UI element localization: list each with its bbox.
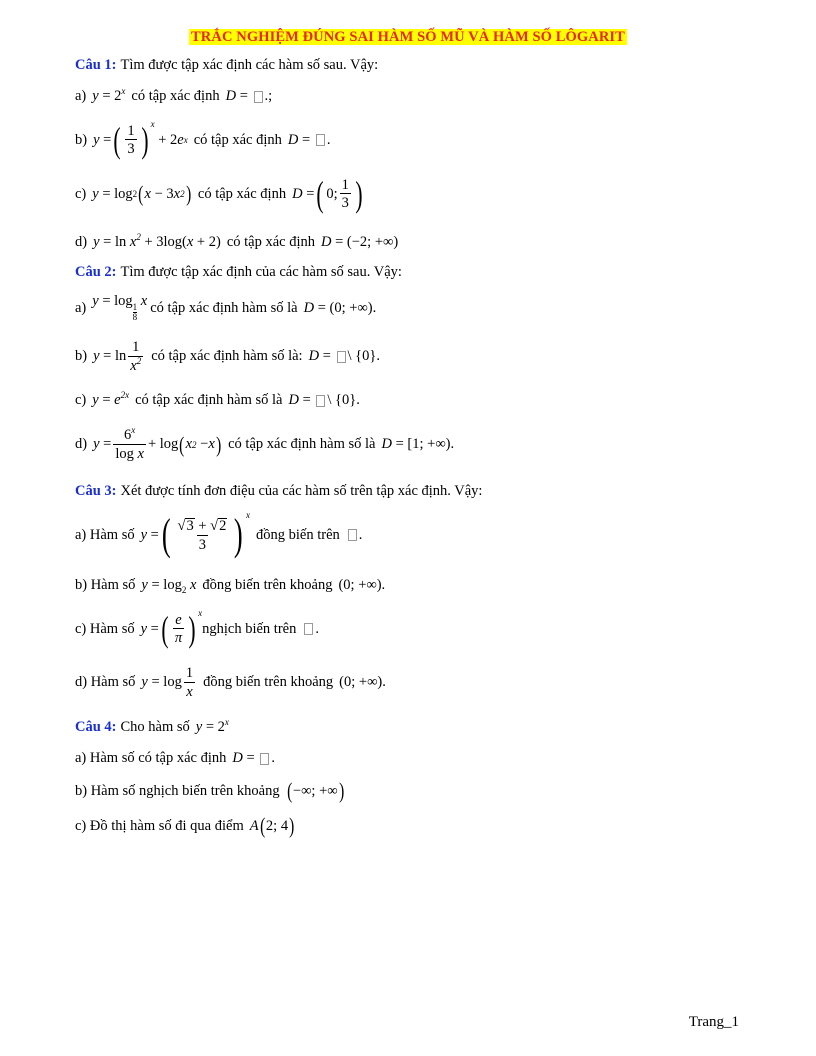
q3-d-text: đồng biến trên khoảng [203, 674, 334, 691]
q2-b-prefix: b) [75, 348, 88, 365]
q4-heading [75, 717, 229, 735]
q1-b [75, 119, 331, 160]
q1-b-domain: D = . [287, 131, 331, 148]
q4-b-text: b) Hàm số nghịch biến trên khoảng [75, 782, 280, 799]
q2-d-prefix: d) [75, 436, 88, 453]
title-text: TRẮC NGHIỆM ĐÚNG SAI HÀM SỐ MŨ VÀ HÀM SỐ LÔGARIT [191, 29, 625, 45]
q3-b-text: đồng biến trên khoảng [202, 577, 333, 593]
q1-c-formula: y = log 2 ( x − 3 x 2 ) [92, 181, 191, 206]
q1-a-text: có tập xác định [131, 88, 220, 104]
page-title [0, 29, 816, 46]
q2-d [75, 425, 455, 462]
q1-a [75, 86, 273, 104]
q3-text: Xét được tính đơn điệu của các hàm số trên tập xác định. Vậy: [120, 483, 483, 499]
q3-d-prefix: d) Hàm số [75, 674, 136, 691]
q1-text: Tìm được tập xác định các hàm số sau. Vậy: [120, 57, 379, 73]
q1-c-prefix: c) [75, 185, 87, 202]
q4-text: Cho hàm số [120, 719, 190, 735]
q1-d-formula: $y = \ln x^2 + 3\log(x + 2)$ [93, 232, 221, 250]
q2-a-text: có tập xác định hàm số là [150, 299, 298, 316]
q3-b-prefix: b) Hàm số [75, 577, 136, 593]
q2-a [75, 294, 376, 322]
q2-d-domain: D = [1; +∞). [381, 436, 455, 453]
q2-c-domain: D = \ {0}. [288, 392, 360, 408]
q2-text: Tìm được tập xác định của các hàm số sau. Vậy: [120, 264, 402, 280]
q4-label: Câu 4: [75, 719, 117, 735]
q2-d-formula: y = $\frac{6^x}{\text{log x}}$ + log ( x 2 − x ) [93, 425, 222, 462]
q4-a [75, 751, 275, 766]
q1-a-formula: $y = 2^x$ [92, 86, 126, 104]
q1-c-domain: D = ( 0; $\frac{1}{3}$ ) [292, 174, 363, 214]
q4-a-domain: D = . [232, 750, 275, 766]
q2-b [75, 340, 380, 373]
q1-c-text: có tập xác định [197, 185, 287, 202]
q2-a-prefix: a) [75, 299, 87, 316]
q1-b-formula: y = ( $\frac{1}{3}$ ) x + 2 e x [93, 119, 188, 160]
q2-b-domain: D = \ {0}. [308, 348, 380, 365]
page-number: Trang_1 [688, 1014, 739, 1030]
q3-label: Câu 3: [75, 483, 117, 499]
q3-a-text: đồng biến trên [256, 526, 340, 543]
q4-c-point: A ( 2; 4 ) [249, 813, 295, 838]
q2-b-text: có tập xác định hàm số là: [151, 348, 303, 365]
q2-a-domain: D = (0; +∞). [303, 299, 377, 316]
q3-a-prefix: a) Hàm số [75, 526, 135, 543]
q3-b [75, 578, 385, 593]
q2-d-text: có tập xác định hàm số là [228, 436, 376, 453]
q3-d-formula: y = log $\frac{1}{x}$ [141, 665, 194, 700]
q1-b-prefix: b) [75, 131, 88, 148]
q2-b-formula: y = ln $\frac{1}{x^2}$ [93, 339, 142, 374]
q1-d-domain: D = (−2; +∞) [321, 234, 399, 250]
q1-b-text: có tập xác định [193, 131, 282, 148]
q2-c-formula: $y = e^{2x}$ [92, 390, 130, 408]
q4-b-interval: ( −∞; +∞ ) [286, 778, 344, 803]
q4-a-text: a) Hàm số có tập xác định [75, 750, 227, 766]
q3-b-domain: (0; +∞). [338, 577, 386, 593]
q2-c-prefix: c) [75, 392, 87, 408]
q3-a-formula: y = ( √ 3 + √ 2 3 ) x [140, 510, 251, 559]
q4-formula: $y = 2^x$ [195, 717, 229, 735]
q3-c-domain: . [302, 622, 319, 637]
q1-a-prefix: a) [75, 88, 87, 104]
q4-c-text: c) Đồ thị hàm số đi qua điểm [75, 817, 244, 834]
q3-d-domain: (0; +∞). [339, 674, 386, 691]
q3-heading [75, 484, 482, 499]
q1-c [75, 176, 365, 212]
q2-c [75, 390, 360, 408]
q2-c-text: có tập xác định hàm số là [135, 392, 283, 408]
q4-c [75, 815, 295, 837]
q3-a-domain: . [346, 528, 363, 543]
q2-a-formula: y = log 1 8 x [92, 293, 148, 322]
q3-c-text: nghịch biến trên [202, 620, 297, 637]
q3-c-prefix: c) Hàm số [75, 620, 135, 637]
q2-heading [75, 265, 402, 280]
q1-a-domain: D = .; [225, 88, 273, 104]
q3-a [75, 510, 363, 559]
q1-heading [75, 58, 378, 73]
q3-c-formula: y = ( $\frac{e}{\pi}$ ) x [140, 608, 203, 649]
q1-d-text: có tập xác định [226, 234, 315, 250]
q2-label: Câu 2: [75, 264, 117, 280]
q3-d [75, 666, 386, 699]
q1-d-prefix: d) [75, 234, 88, 250]
q1-d [75, 232, 399, 250]
q4-b [75, 780, 345, 802]
q1-label: Câu 1: [75, 57, 117, 73]
q3-c [75, 608, 319, 649]
q3-b-formula: $y = \log_2 x$ [141, 577, 197, 595]
